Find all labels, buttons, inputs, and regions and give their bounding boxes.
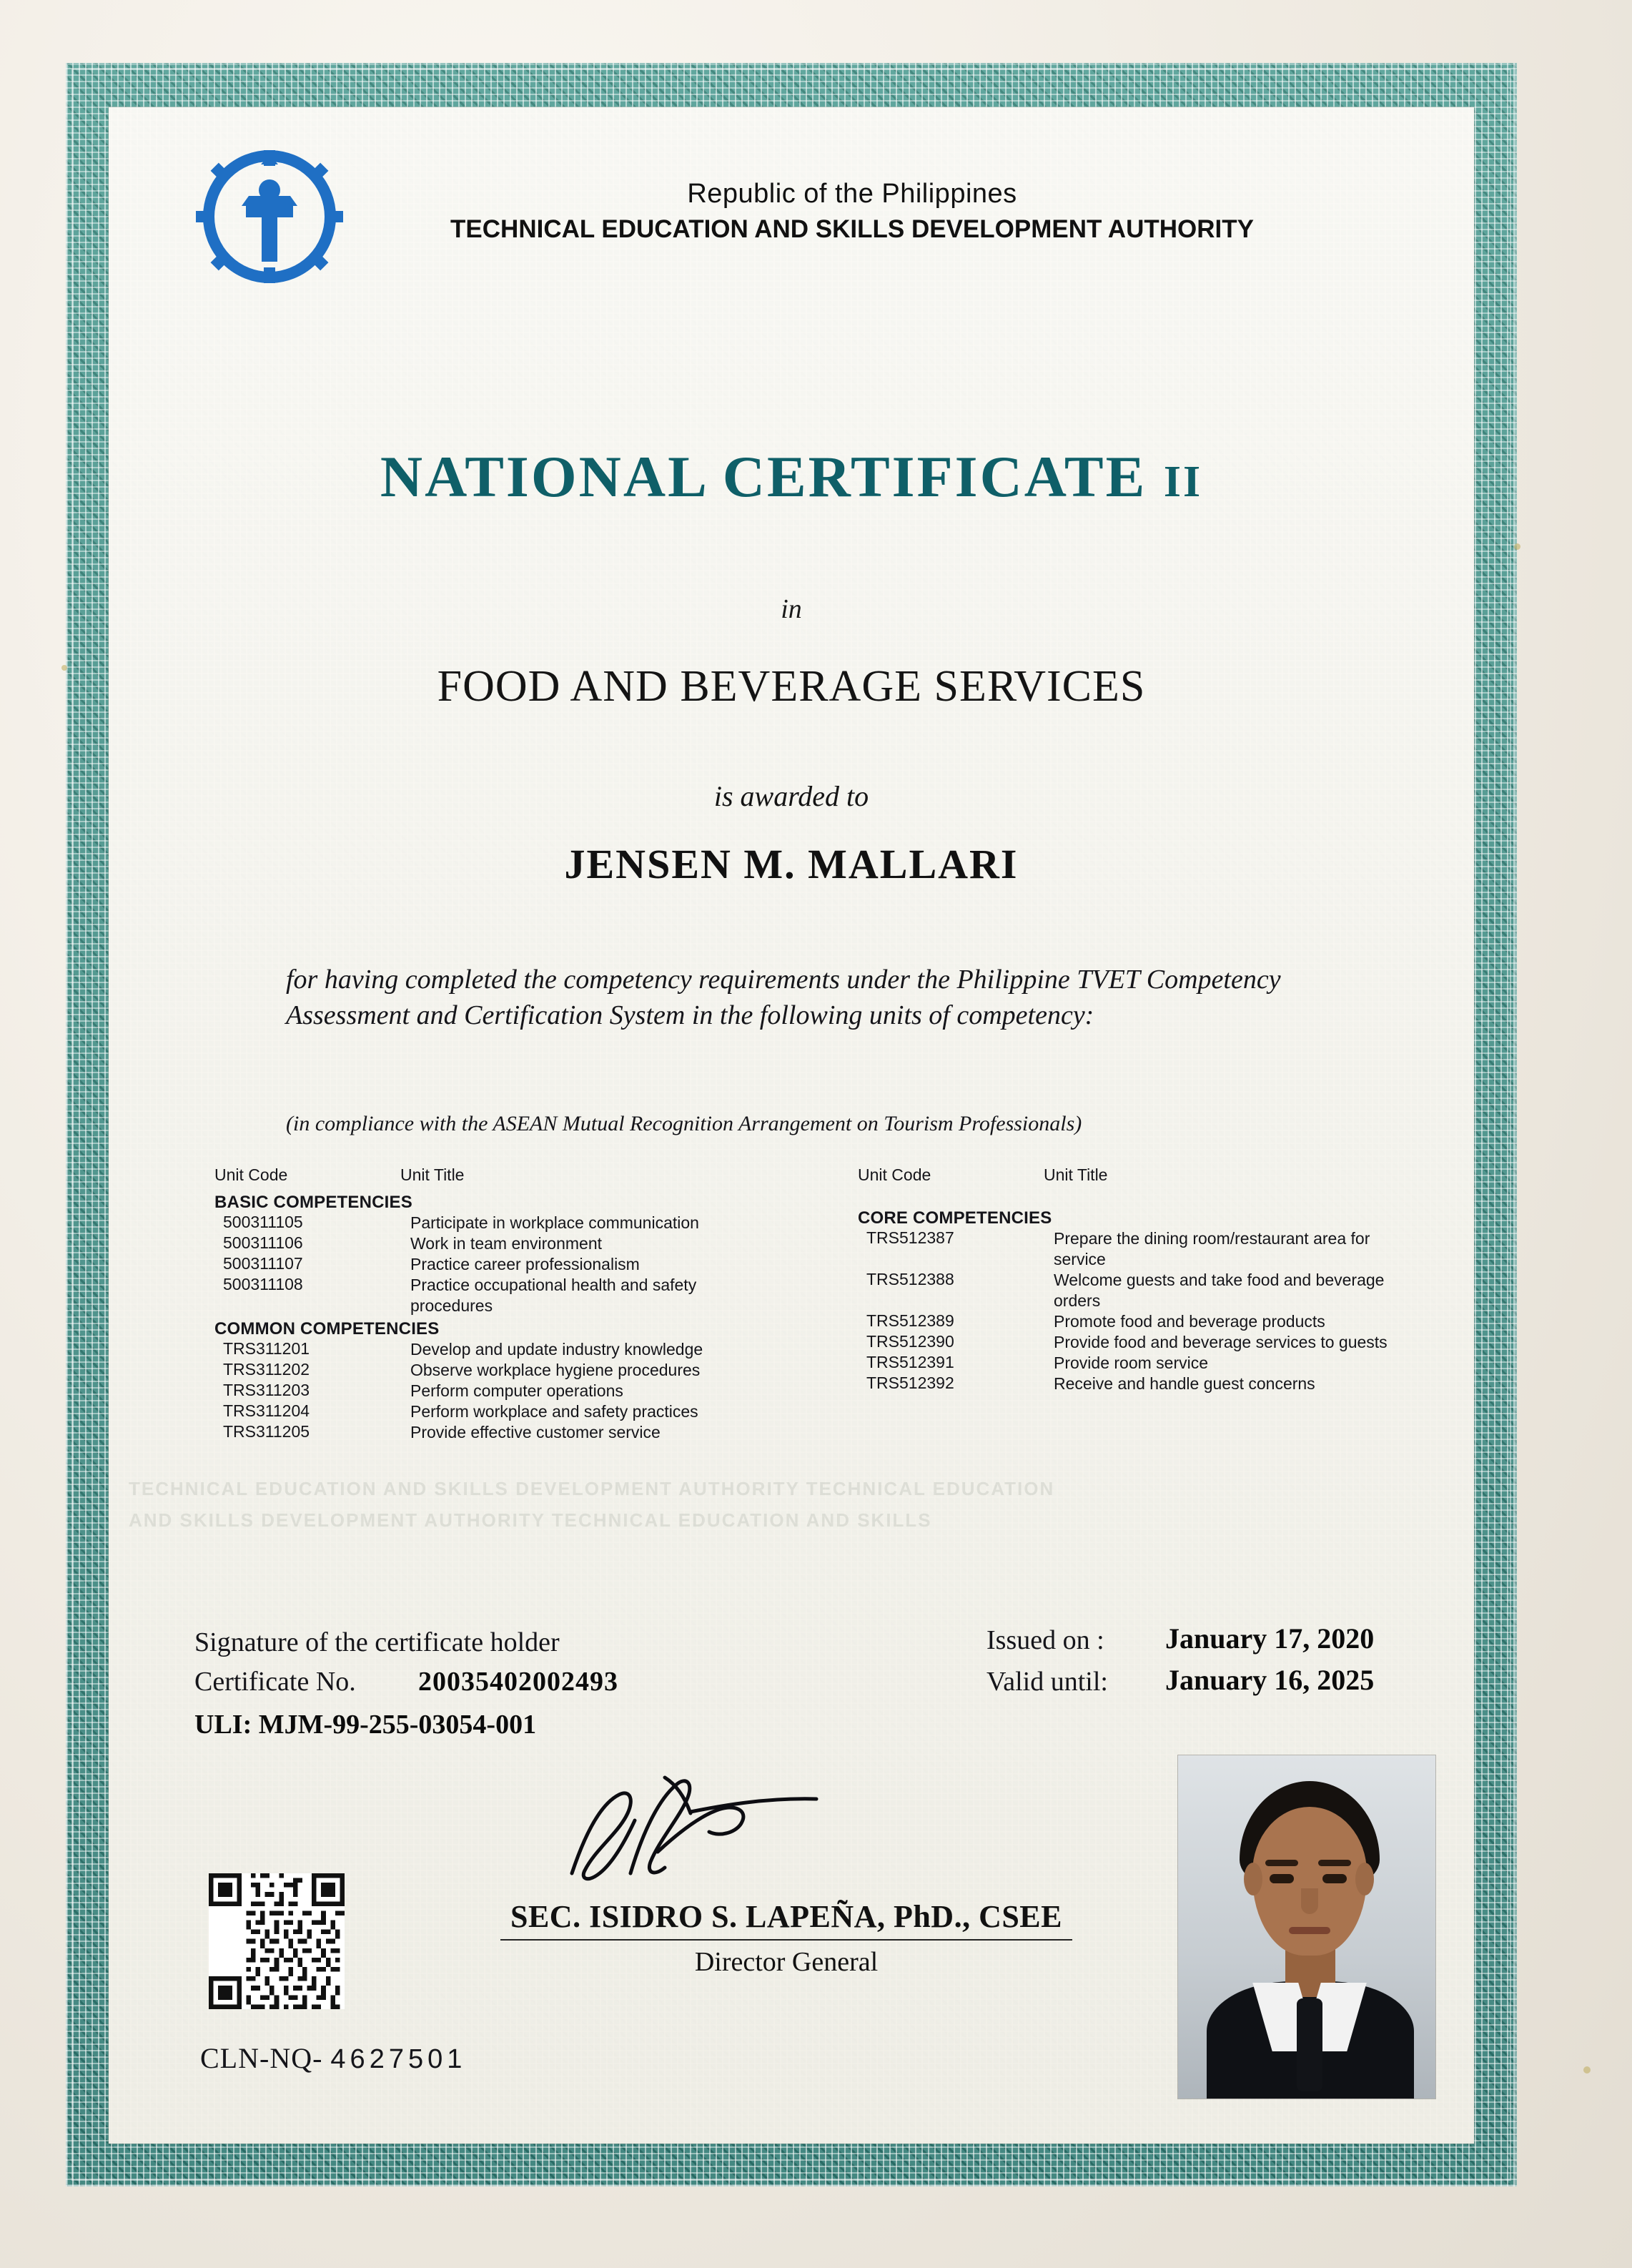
certificate-number-value: 20035402002493 (418, 1667, 618, 1697)
uli-value: ULI: MJM-99-255-03054-001 (194, 1710, 537, 1740)
director-general-title: Director General (694, 1947, 879, 1977)
unit-code: TRS512387 (866, 1228, 954, 1247)
republic-line: Republic of the Philippines (687, 179, 1017, 209)
certificate-holder-name: JENSEN M. MALLARI (564, 841, 1019, 887)
in-word: in (781, 594, 802, 624)
unit-code: TRS311205 (223, 1422, 310, 1441)
competency-row (214, 1233, 758, 1254)
unit-title: Receive and handle guest concerns (1054, 1374, 1315, 1393)
unit-title: Develop and update industry knowledge (410, 1340, 703, 1359)
column-headers-right (858, 1165, 1401, 1190)
unit-code: 500311107 (223, 1254, 303, 1273)
asean-compliance-note: (in compliance with the ASEAN Mutual Recognition Arrangement on Tourism Professionals) (286, 1112, 1082, 1135)
unit-title-header: Unit Title (1044, 1165, 1108, 1184)
agency-line: TECHNICAL EDUCATION AND SKILLS DEVELOPMENT AUTHORITY (450, 215, 1254, 243)
unit-title: Participate in workplace communication (410, 1213, 699, 1232)
unit-title: Perform workplace and safety practices (410, 1402, 698, 1421)
competency-row (214, 1360, 758, 1381)
page-title (109, 443, 1474, 511)
signature-holder-label: Signature of the certificate holder (194, 1627, 560, 1657)
competency-column-left (214, 1165, 758, 1443)
qualification-title: FOOD AND BEVERAGE SERVICES (437, 662, 1146, 711)
competency-row (858, 1270, 1401, 1311)
issued-on-value: January 17, 2020 (1165, 1622, 1375, 1655)
unit-code: 500311108 (223, 1275, 303, 1293)
control-number (200, 2041, 466, 2075)
unit-title: Promote food and beverage products (1054, 1312, 1325, 1331)
unit-title: Provide room service (1054, 1354, 1209, 1372)
competency-row (214, 1275, 758, 1316)
competency-group-title: COMMON COMPETENCIES (214, 1319, 440, 1338)
competency-row (858, 1311, 1401, 1332)
issued-on-label: Issued on : (986, 1625, 1104, 1655)
unit-title: Perform computer operations (410, 1381, 623, 1400)
unit-code: TRS512389 (866, 1311, 954, 1330)
unit-code: TRS311201 (223, 1339, 310, 1358)
column-headers-left (214, 1165, 758, 1190)
competency-row (214, 1401, 758, 1422)
unit-code: 500311106 (223, 1233, 303, 1252)
tesda-logo-icon (194, 149, 345, 285)
valid-until-value: January 16, 2025 (1165, 1664, 1375, 1696)
unit-title: Practice career professionalism (410, 1255, 640, 1273)
paper-speck (1514, 543, 1520, 550)
competency-row (214, 1339, 758, 1360)
competency-row (214, 1381, 758, 1401)
certificate-header (109, 143, 1474, 293)
unit-code: TRS311203 (223, 1381, 310, 1399)
unit-title: Welcome guests and take food and beverage orders (1054, 1271, 1385, 1310)
header-text-block (345, 179, 1360, 244)
unit-title-header: Unit Title (400, 1165, 465, 1184)
unit-code-header: Unit Code (214, 1165, 288, 1184)
unit-title: Practice occupational health and safety procedures (410, 1276, 697, 1315)
signature-rule (500, 1939, 1072, 1941)
competency-row (858, 1332, 1401, 1353)
awarded-to-label: is awarded to (713, 780, 869, 812)
certificate-title-text: NATIONAL CERTIFICATE (380, 444, 1147, 509)
unit-code: TRS512392 (866, 1374, 954, 1392)
unit-code: TRS512390 (866, 1332, 954, 1351)
unit-code: TRS512388 (866, 1270, 954, 1288)
competency-row (214, 1254, 758, 1275)
certificate-number-label: Certificate No. (194, 1667, 356, 1697)
competency-row (858, 1353, 1401, 1374)
unit-code: TRS512391 (866, 1353, 954, 1371)
director-signature-icon (550, 1766, 851, 1902)
unit-code: TRS311204 (223, 1401, 310, 1420)
paper-speck (1583, 2066, 1591, 2074)
certificate-level: II (1163, 458, 1203, 506)
unit-title: Work in team environment (410, 1234, 603, 1253)
competency-column-right (858, 1165, 1401, 1394)
competency-units-table (214, 1165, 1430, 1473)
certificate-holder-photo (1178, 1755, 1435, 2099)
unit-code-header: Unit Code (858, 1165, 931, 1184)
competency-row (214, 1213, 758, 1233)
competency-group-title: CORE COMPETENCIES (858, 1208, 1052, 1228)
competency-row (214, 1422, 758, 1443)
director-general-name: SEC. ISIDRO S. LAPEÑA, PhD., CSEE (510, 1899, 1063, 1934)
paper-speck (61, 665, 67, 671)
competency-statement: for having completed the competency requirements under the Philippine TVET Competency Assessment and Certification System in the following units of competency: (286, 965, 1281, 1030)
unit-title: Observe workplace hygiene procedures (410, 1361, 701, 1379)
competency-spacer (858, 1190, 1401, 1206)
qr-code-icon[interactable] (209, 1873, 345, 2009)
cln-number: 4627501 (330, 2044, 467, 2074)
unit-code: 500311105 (223, 1213, 303, 1231)
competency-group-title: BASIC COMPETENCIES (214, 1193, 412, 1212)
unit-title: Provide food and beverage services to guests (1054, 1333, 1388, 1351)
unit-title: Provide effective customer service (410, 1423, 661, 1441)
competency-row (858, 1374, 1401, 1394)
unit-title: Prepare the dining room/restaurant area for service (1054, 1229, 1370, 1268)
competency-row (858, 1228, 1401, 1270)
valid-until-label: Valid until: (986, 1667, 1108, 1697)
cln-label: CLN-NQ- (200, 2042, 323, 2074)
unit-code: TRS311202 (223, 1360, 310, 1379)
